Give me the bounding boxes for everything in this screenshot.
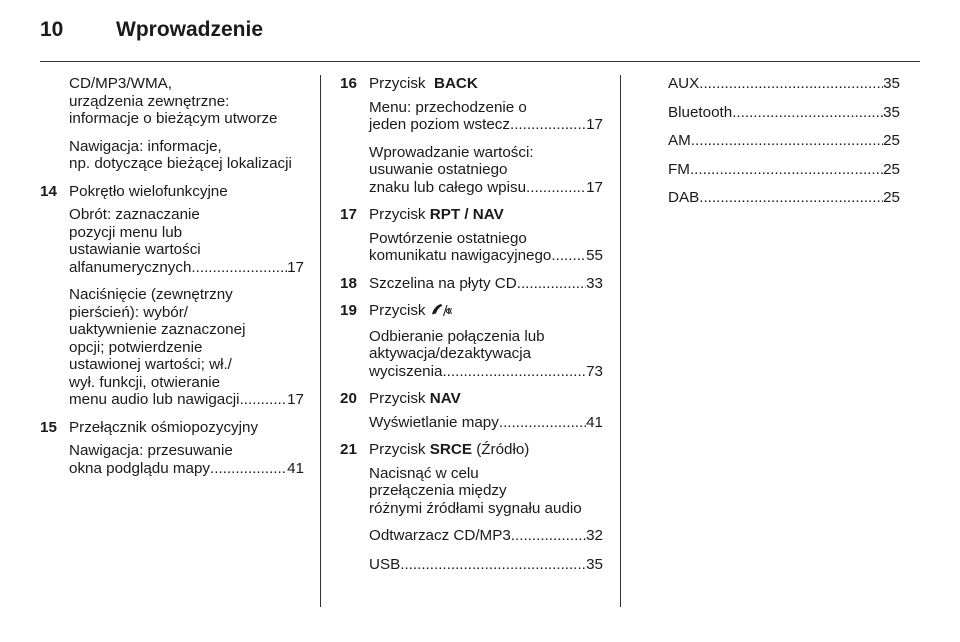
page-reference[interactable]: Wyświetlanie mapy ..... 41 bbox=[369, 414, 603, 432]
srce-button-label: SRCE bbox=[429, 441, 472, 458]
item-19-desc-1: Odbieranie połączenia lub aktywacja/dezaktywacja wyciszenia ..... 73 bbox=[369, 328, 603, 381]
item-18 bbox=[340, 275, 603, 293]
rpt-nav-button-label: RPT / NAV bbox=[429, 206, 504, 223]
item-16-desc-2: Wprowadzanie wartości: usuwanie ostatniego znaku lub całego wpisu ..... 17 bbox=[369, 144, 603, 197]
source-entry[interactable]: Bluetooth ..... 35 bbox=[668, 104, 900, 122]
source-entry[interactable]: USB ..... 35 bbox=[369, 556, 603, 574]
item-21-desc-1: Nacisnąć w celu przełączenia między różnymi źródłami sygnału audio bbox=[369, 464, 582, 517]
item-number: 18 bbox=[340, 274, 357, 292]
item-number: 19 bbox=[340, 302, 357, 319]
column-divider-1 bbox=[320, 75, 321, 607]
item-number: 14 bbox=[40, 182, 57, 200]
continued-paragraph-1: CD/MP3/WMA, urządzenia zewnętrzne: informacje o bieżącym utworze bbox=[69, 75, 278, 127]
item-14-desc-1: Obrót: zaznaczanie pozycji menu lub ustawianie wartości alfanumerycznych ..... 17 bbox=[69, 206, 304, 276]
source-entry[interactable]: AM ..... 25 bbox=[668, 132, 900, 150]
header-rule bbox=[40, 61, 920, 62]
item-14 bbox=[40, 183, 304, 201]
item-label: Przełącznik ośmiopozycyjny bbox=[69, 418, 259, 436]
item-17-desc-1: Powtórzenie ostatniego komunikatu nawigacyjnego ..... 55 bbox=[369, 230, 603, 265]
item-20-desc-1 bbox=[369, 414, 603, 432]
page-title: Wprowadzenie bbox=[116, 18, 264, 41]
item-17: 17 Przycisk RPT / NAV bbox=[340, 206, 504, 223]
item-21-sources bbox=[369, 527, 603, 573]
item-20: 20 Przycisk NAV bbox=[340, 390, 461, 407]
source-entry[interactable]: DAB ..... 25 bbox=[668, 189, 900, 207]
nav-button-label: NAV bbox=[429, 390, 461, 407]
column-2 bbox=[340, 75, 603, 584]
item-number: 21 bbox=[340, 441, 357, 458]
column-1 bbox=[40, 75, 304, 487]
page-reference[interactable]: menu audio lub nawigacji ..... 17 bbox=[69, 391, 304, 409]
item-14-desc-2: Naciśnięcie (zewnętrzny pierścień): wybór/ uaktywnienie zaznaczonej opcji; potwierdzenie ustawionej wartości; wł./ wył. funkcji, otwieranie menu audio lub nawigacji ..... 17 bbox=[69, 286, 304, 409]
source-entry[interactable]: AUX ..... 35 bbox=[668, 75, 900, 93]
page-reference[interactable]: jeden poziom wstecz ..... 17 bbox=[369, 116, 603, 134]
item-19: 19 Przycisk bbox=[340, 302, 603, 322]
back-button-label: BACK bbox=[433, 75, 478, 92]
page-reference[interactable]: wyciszenia ..... 73 bbox=[369, 363, 603, 381]
phone-mute-icon bbox=[430, 302, 452, 322]
column-divider-2 bbox=[620, 75, 621, 607]
item-number: 15 bbox=[40, 418, 57, 436]
page-reference[interactable]: znaku lub całego wpisu ..... 17 bbox=[369, 179, 603, 197]
page-reference[interactable]: komunikatu nawigacyjnego ..... 55 bbox=[369, 247, 603, 265]
item-21: 21 Przycisk SRCE (Źródło) bbox=[340, 441, 530, 458]
item-number: 20 bbox=[340, 390, 357, 407]
column-3 bbox=[668, 75, 900, 218]
source-entry[interactable]: FM ..... 25 bbox=[668, 161, 900, 179]
item-15 bbox=[40, 419, 304, 437]
item-number: 16 bbox=[340, 75, 357, 92]
page-number: 10 bbox=[40, 18, 64, 41]
page-reference[interactable]: okna podglądu mapy ..... 41 bbox=[69, 460, 304, 478]
item-label: Pokrętło wielofunkcyjne bbox=[69, 182, 228, 200]
page-reference[interactable]: alfanumerycznych ..... 17 bbox=[69, 259, 304, 277]
item-16-desc-1: Menu: przechodzenie o jeden poziom wstecz ..... 17 bbox=[369, 99, 603, 134]
item-number: 17 bbox=[340, 206, 357, 223]
item-16: 16 Przycisk BACK bbox=[340, 75, 478, 92]
continued-paragraph-2: Nawigacja: informacje, np. dotyczące bieżącej lokalizacji bbox=[69, 137, 292, 172]
source-entry[interactable]: Odtwarzacz CD/MP3 ..... 32 bbox=[369, 527, 603, 545]
item-15-desc-1: Nawigacja: przesuwanie okna podglądu mapy ..... 41 bbox=[69, 442, 304, 477]
page-reference[interactable]: Szczelina na płyty CD ..... 33 bbox=[369, 275, 603, 293]
